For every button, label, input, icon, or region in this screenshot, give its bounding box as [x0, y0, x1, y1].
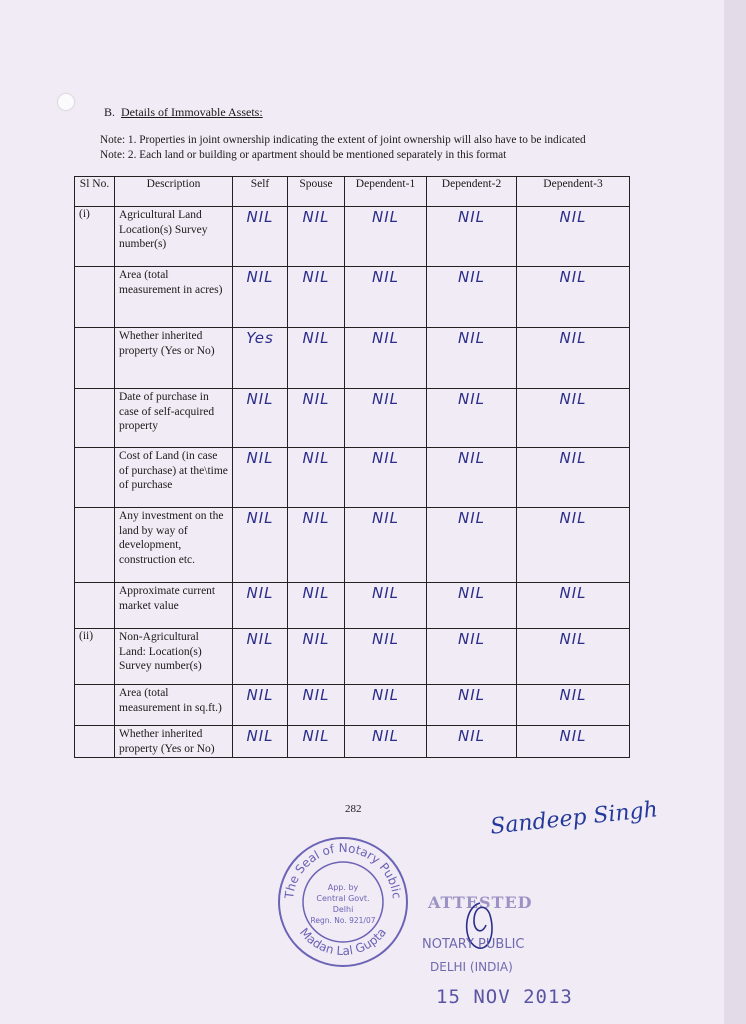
- dependent-3-value: NIL: [517, 267, 630, 328]
- sl-cell: [75, 389, 115, 448]
- seal-bottom-text: Madan Lal Gupta: [296, 925, 389, 959]
- spouse-value: NIL: [288, 583, 345, 629]
- dependent-3-value: NIL: [517, 685, 630, 726]
- table-row: [75, 726, 630, 758]
- description-cell: Agricultural Land Location(s) Survey number(s): [115, 207, 233, 267]
- sl-cell: (i): [75, 207, 115, 267]
- dependent-2-value: NIL: [427, 389, 517, 448]
- table-row: [75, 448, 630, 508]
- spouse-value: NIL: [288, 328, 345, 389]
- spouse-value: NIL: [288, 685, 345, 726]
- table-header-row: [75, 177, 630, 207]
- dependent-1-value: NIL: [345, 508, 427, 583]
- seal-center-line: App. by: [327, 883, 359, 892]
- description-cell: Date of purchase in case of self-acquired property: [115, 389, 233, 448]
- notes: [100, 133, 586, 163]
- spouse-value: NIL: [288, 267, 345, 328]
- dependent-3-value: NIL: [517, 207, 630, 267]
- description-cell: Cost of Land (in case of purchase) at the\time of purchase: [115, 448, 233, 508]
- table-row: [75, 267, 630, 328]
- table-row: [75, 685, 630, 726]
- description-cell: Area (total measurement in sq.ft.): [115, 685, 233, 726]
- self-value: NIL: [233, 448, 288, 508]
- table-row: [75, 583, 630, 629]
- note-1: Note: 1. Properties in joint ownership indicating the extent of joint ownership will also have to be indicated: [100, 134, 586, 146]
- sl-cell: [75, 328, 115, 389]
- description-cell: Any investment on the land by way of development, construction etc.: [115, 508, 233, 583]
- spouse-value: NIL: [288, 389, 345, 448]
- page-edge: [724, 0, 746, 1024]
- dependent-1-value: NIL: [345, 207, 427, 267]
- dependent-2-value: NIL: [427, 508, 517, 583]
- dependent-3-value: NIL: [517, 328, 630, 389]
- sl-cell: [75, 726, 115, 758]
- dependent-3-value: NIL: [517, 629, 630, 685]
- dependent-1-value: NIL: [345, 267, 427, 328]
- table-row: [75, 508, 630, 583]
- punch-hole: [58, 94, 74, 110]
- page-number: 282: [345, 803, 362, 815]
- description-cell: Whether inherited property (Yes or No): [115, 726, 233, 758]
- self-value: NIL: [233, 629, 288, 685]
- sl-cell: [75, 685, 115, 726]
- dependent-2-value: NIL: [427, 583, 517, 629]
- spouse-value: NIL: [288, 629, 345, 685]
- dependent-1-value: NIL: [345, 685, 427, 726]
- sl-cell: [75, 508, 115, 583]
- dependent-2-value: NIL: [427, 267, 517, 328]
- dependent-3-value: NIL: [517, 389, 630, 448]
- seal-center-line: Central Govt.: [316, 894, 370, 903]
- self-value: NIL: [233, 389, 288, 448]
- dependent-2-value: NIL: [427, 629, 517, 685]
- section-heading: [104, 105, 263, 120]
- seal-center-line: Delhi: [332, 905, 354, 914]
- spouse-value: NIL: [288, 448, 345, 508]
- note-2: Note: 2. Each land or building or apartment should be mentioned separately in this format: [100, 149, 507, 161]
- seal-center-line: Regn. No. 921/07: [310, 916, 376, 925]
- sl-cell: (ii): [75, 629, 115, 685]
- dependent-3-value: NIL: [517, 583, 630, 629]
- table-row: [75, 207, 630, 267]
- dependent-2-value: NIL: [427, 448, 517, 508]
- self-value: NIL: [233, 726, 288, 758]
- dependent-1-value: NIL: [345, 726, 427, 758]
- description-cell: Non-Agricultural Land: Location(s) Survey number(s): [115, 629, 233, 685]
- dependent-2-value: NIL: [427, 328, 517, 389]
- header-spouse: Spouse: [288, 177, 345, 207]
- attested-stamp: ATTESTED: [428, 893, 533, 912]
- sl-cell: [75, 583, 115, 629]
- notary-seal: [276, 835, 410, 969]
- header-dependent-1: Dependent-1: [345, 177, 427, 207]
- spouse-value: NIL: [288, 207, 345, 267]
- dependent-3-value: NIL: [517, 508, 630, 583]
- dependent-1-value: NIL: [345, 583, 427, 629]
- header-dependent-2: Dependent-2: [427, 177, 517, 207]
- header-description: Description: [115, 177, 233, 207]
- seal-ring-text: The Seal of Notary Public: [282, 841, 404, 900]
- self-value: NIL: [233, 583, 288, 629]
- dependent-1-value: NIL: [345, 629, 427, 685]
- sl-cell: [75, 448, 115, 508]
- header-dependent-3: Dependent-3: [517, 177, 630, 207]
- dependent-2-value: NIL: [427, 726, 517, 758]
- description-cell: Approximate current market value: [115, 583, 233, 629]
- self-value: NIL: [233, 267, 288, 328]
- dependent-1-value: NIL: [345, 448, 427, 508]
- dependent-2-value: NIL: [427, 207, 517, 267]
- stamp-date: 15 NOV 2013: [436, 986, 573, 1008]
- spouse-value: NIL: [288, 508, 345, 583]
- self-value: NIL: [233, 508, 288, 583]
- header-sl-no: Sl No.: [75, 177, 115, 207]
- dependent-1-value: NIL: [345, 328, 427, 389]
- self-value: Yes: [233, 328, 288, 389]
- table-row: [75, 389, 630, 448]
- dependent-2-value: NIL: [427, 685, 517, 726]
- dependent-3-value: NIL: [517, 726, 630, 758]
- immovable-assets-table: [74, 176, 630, 758]
- self-value: NIL: [233, 207, 288, 267]
- self-value: NIL: [233, 685, 288, 726]
- header-self: Self: [233, 177, 288, 207]
- description-cell: Area (total measurement in acres): [115, 267, 233, 328]
- signature: Sandeep Singh: [489, 797, 659, 840]
- stamp-place: DELHI (INDIA): [430, 960, 513, 974]
- spouse-value: NIL: [288, 726, 345, 758]
- dependent-3-value: NIL: [517, 448, 630, 508]
- table-row: [75, 629, 630, 685]
- section-prefix: B.: [104, 105, 116, 119]
- sl-cell: [75, 267, 115, 328]
- table-row: [75, 328, 630, 389]
- notary-public-stamp: NOTARY PUBLIC: [422, 937, 525, 952]
- description-cell: Whether inherited property (Yes or No): [115, 328, 233, 389]
- dependent-1-value: NIL: [345, 389, 427, 448]
- section-title: Details of Immovable Assets:: [121, 105, 263, 119]
